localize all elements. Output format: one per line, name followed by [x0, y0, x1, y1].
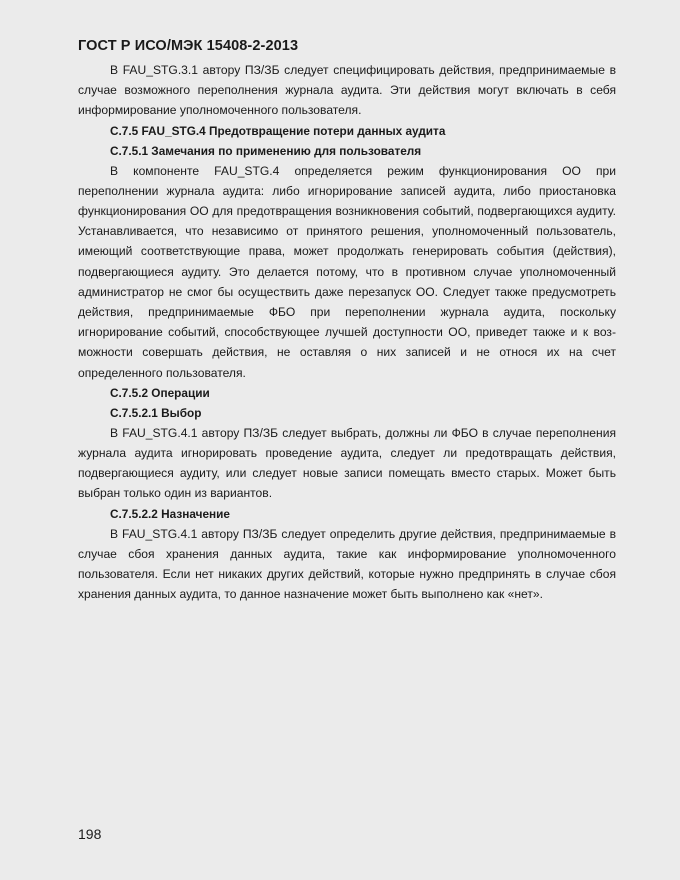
heading-c-7-5-1: С.7.5.1 Замечания по применению для пользователя [110, 143, 422, 158]
paragraph-fau-stg-3-1: В FAU_STG.3.1 автору ПЗ/ЗБ следует специфицировать действия, предпринимаемые в случае возможного переполнения журнала аудита. Эти действия могут включать в себя информирование уполномоченного пользователя. [78, 63, 616, 118]
heading-c-7-5: С.7.5 FAU_STG.4 Предотвращение потери данных аудита [110, 123, 446, 138]
paragraph-application-notes: В компоненте FAU_STG.4 определяется режим функционирования ОО при переполнении журнала аудита: либо игнорирование записей аудита, либо приостановка функционирования ОО для предотвращения возникновения событий, подвергающихся аудиту. Устанавливается, что независимо от принятого решения, уполномоченный пользователь, имеющий соответствующие права, может продолжать генерировать события (действия), подвергающиеся аудиту. Это делается потому, что в противном случае уполномоченный администратор не смог бы осуществить даже перезапуск ОО. Следует также предусмотреть действия, предпринимаемые ФБО при переполнении журнала аудита, поскольку игнорирование событий, способствующее лучшей доступности ОО, приведет также и к возможности совершать действия, не оставляя о них записей и не относя их на счет определенного пользователя. [78, 163, 616, 380]
page-number: 198 [78, 826, 102, 842]
heading-c-7-5-2-1: С.7.5.2.1 Выбор [110, 405, 202, 420]
paragraph-selection: В FAU_STG.4.1 автору ПЗ/ЗБ следует выбрать, должны ли ФБО в случае переполнения журнала аудита игнорировать проведение аудита, следует ли предотвращать действия, подвергающиеся аудиту, или следует новые записи помещать вместо старых. Может быть выбран только один из вариантов. [78, 425, 616, 501]
heading-c-7-5-2-2: С.7.5.2.2 Назначение [110, 506, 230, 521]
standard-title: ГОСТ Р ИСО/МЭК 15408-2-2013 [78, 38, 299, 54]
heading-c-7-5-2: С.7.5.2 Операции [110, 385, 210, 400]
paragraph-assignment: В FAU_STG.4.1 автору ПЗ/ЗБ следует определить другие действия, предпринимаемые в случае сбоя хранения данных аудита, такие как информирование уполномоченного пользователя. Если нет никаких других действий, которые нужно предпринять в случае сбоя хранения данных аудита, то данное назначение может быть выполнено как «нет». [78, 526, 616, 602]
document-body [78, 60, 616, 604]
